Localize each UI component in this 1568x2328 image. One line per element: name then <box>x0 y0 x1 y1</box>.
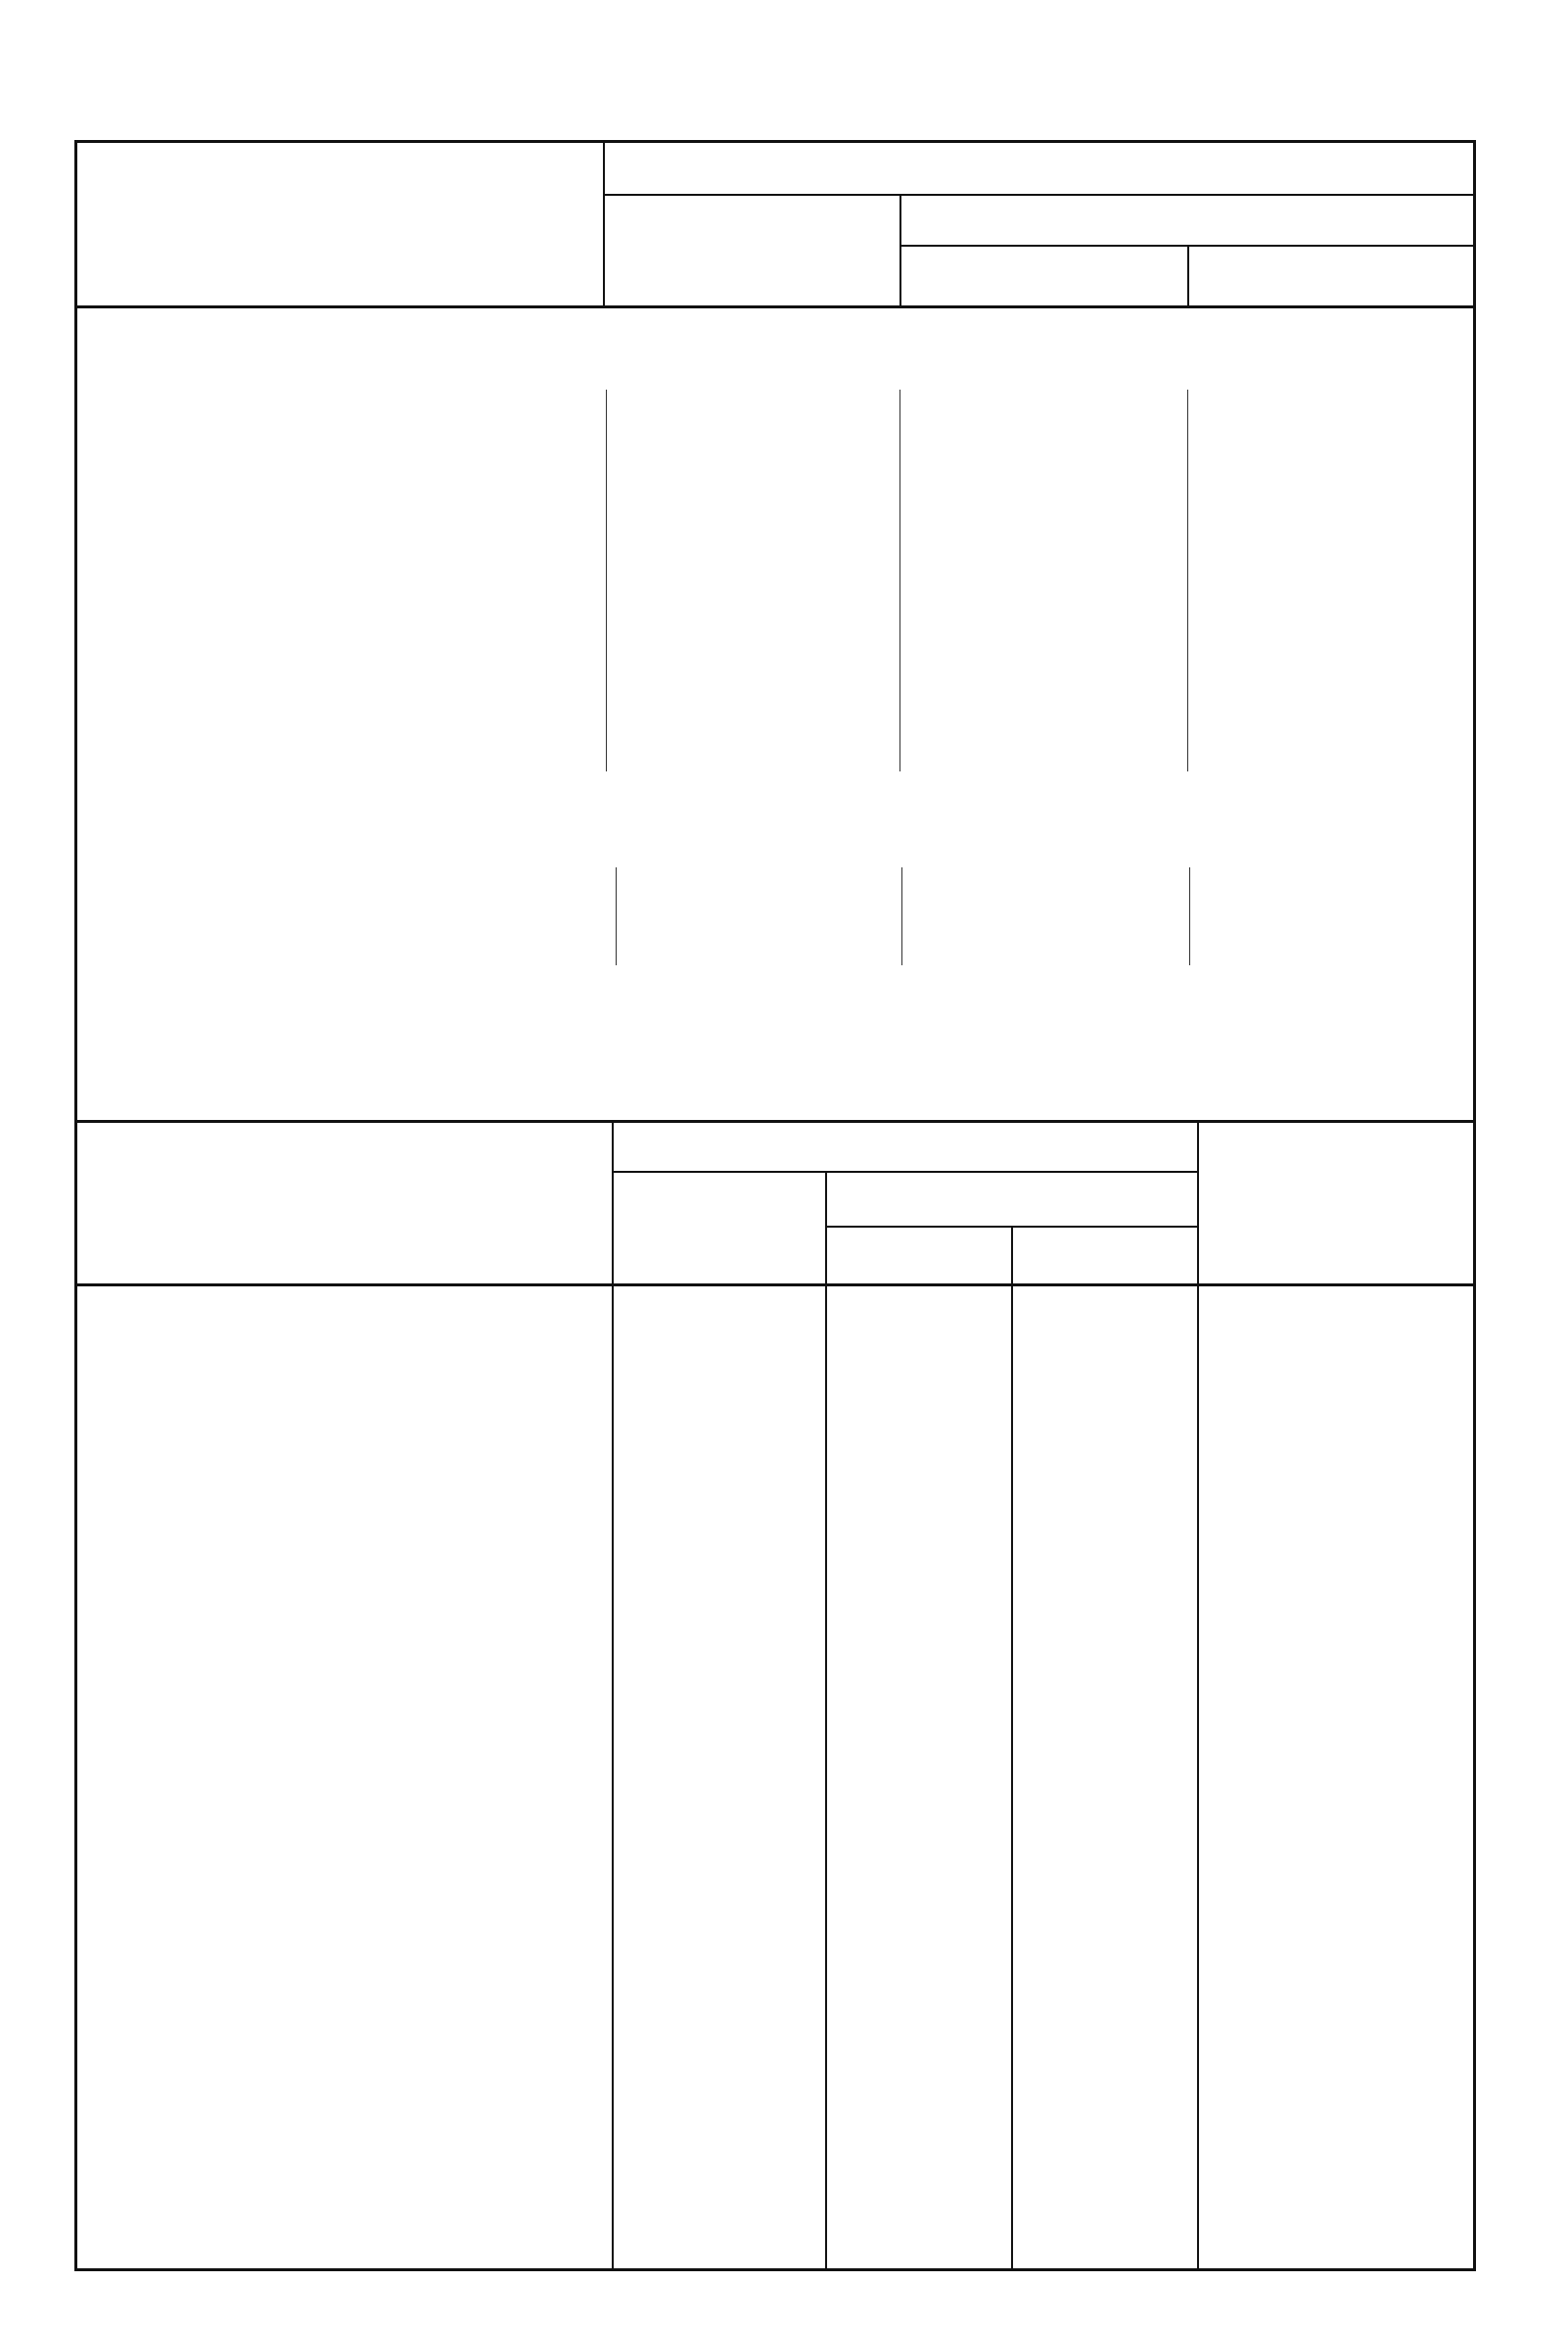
header2-expression <box>1213 1120 1457 1283</box>
header-unit <box>603 143 1473 194</box>
header2-name <box>623 1171 813 1283</box>
header2-quantity <box>77 1120 612 1283</box>
header-quantity <box>77 143 603 305</box>
header-international <box>899 245 1187 305</box>
header-name <box>603 194 899 305</box>
header2-unit <box>612 1120 1197 1171</box>
header-designation <box>899 194 1473 245</box>
header2-russian <box>1011 1226 1197 1283</box>
header2-international <box>835 1226 1001 1283</box>
si-units-table <box>74 140 1476 2271</box>
header-russian <box>1187 245 1473 305</box>
header2-designation <box>825 1171 1197 1226</box>
